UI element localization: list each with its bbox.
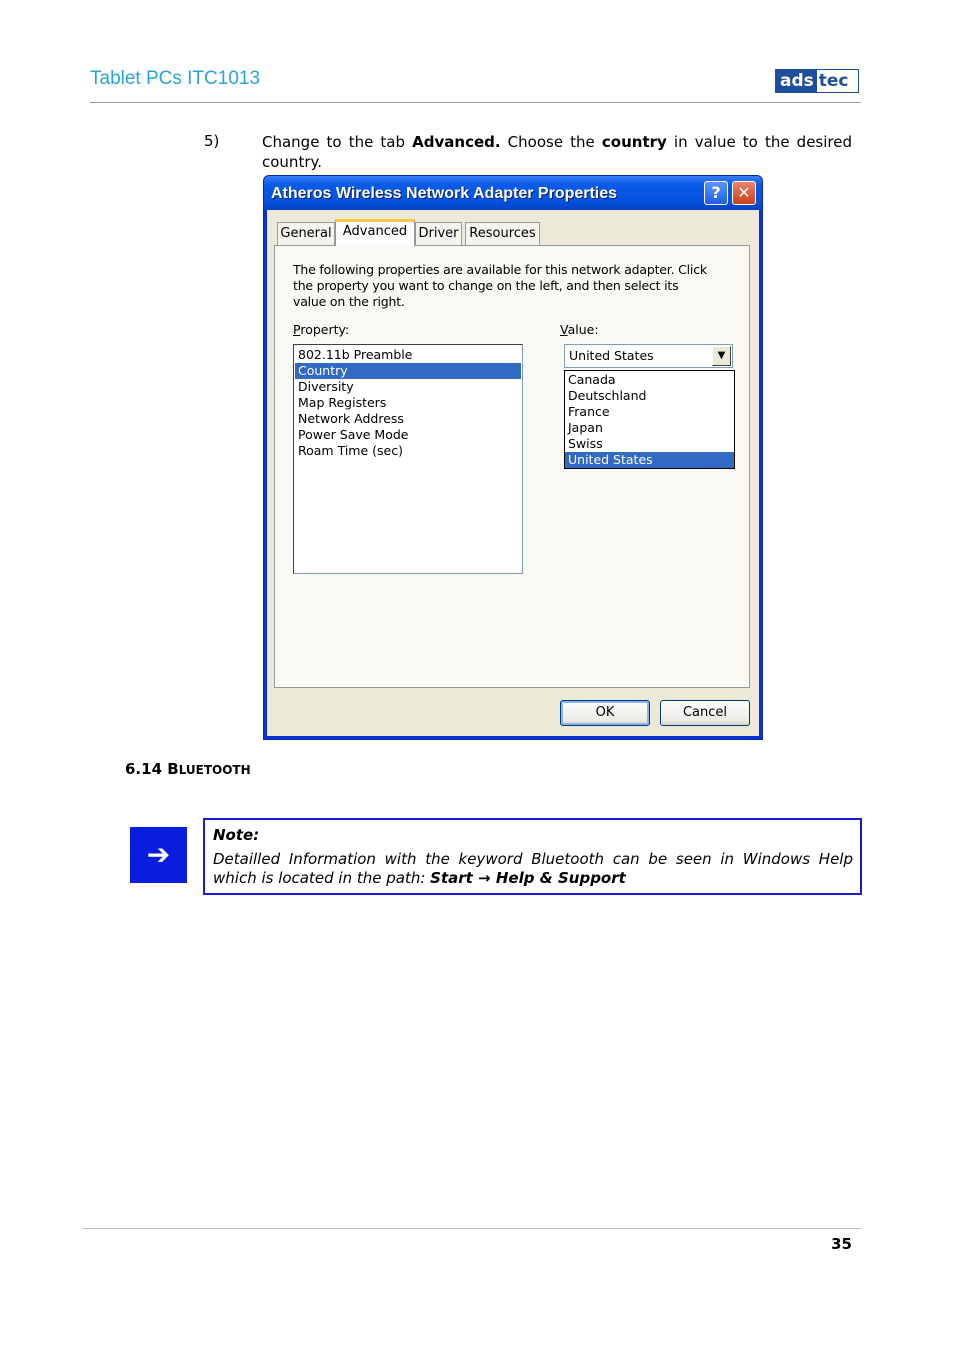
value-option[interactable]: Swiss [568, 436, 603, 451]
property-item[interactable]: Power Save Mode [298, 427, 409, 442]
tab-advanced[interactable]: Advanced [335, 219, 415, 246]
tab-general[interactable]: General [277, 222, 335, 245]
page-number: 35 [831, 1235, 852, 1253]
property-label: Property: [293, 322, 350, 337]
value-option-selected[interactable]: United States [565, 452, 734, 468]
dialog-title: Atheros Wireless Network Adapter Properties [271, 185, 618, 202]
panel-description: The following properties are available for this network adapter. Click the property you want to change on the left, and then select its value on the right. [293, 262, 707, 309]
close-button[interactable] [732, 181, 756, 205]
note-title: Note: [213, 826, 260, 844]
value-combobox[interactable] [564, 344, 733, 368]
note-text: Detailled Information with the keyword Bluetooth can be seen in Windows Help which is located in the path: Start → Help & Support [213, 850, 853, 887]
property-item[interactable]: Map Registers [298, 395, 387, 410]
close-icon: ✕ [737, 183, 751, 202]
property-item[interactable]: Roam Time (sec) [298, 443, 403, 458]
value-option[interactable]: Japan [568, 420, 603, 435]
logo-text-tec: tec [818, 71, 849, 91]
property-listbox[interactable] [293, 344, 523, 574]
arrow-right-icon: ➔ [130, 827, 187, 883]
step-number: 5) [204, 132, 220, 150]
value-option[interactable]: Canada [568, 372, 616, 387]
step-instruction: Change to the tab Advanced. Choose the country in value to the desired country. [262, 133, 852, 171]
tab-driver[interactable]: Driver [415, 222, 462, 245]
value-combobox-text: United States [569, 348, 654, 363]
section-heading: 6.14 BLUETOOTH [125, 760, 251, 778]
footer-divider [82, 1228, 861, 1229]
value-label: Value: [560, 322, 599, 337]
property-item-selected[interactable]: Country [295, 363, 521, 379]
header-divider [90, 102, 861, 103]
value-option[interactable]: Deutschland [568, 388, 647, 403]
property-item[interactable]: 802.11b Preamble [298, 347, 413, 362]
logo-text-ads: ads [776, 70, 817, 92]
ok-button[interactable]: OK [560, 700, 650, 726]
question-icon: ? [711, 183, 721, 202]
value-dropdown-list[interactable] [564, 370, 735, 469]
help-button[interactable] [704, 181, 728, 205]
property-item[interactable]: Network Address [298, 411, 404, 426]
property-item[interactable]: Diversity [298, 379, 354, 394]
header-title: Tablet PCs ITC1013 [90, 68, 261, 89]
cancel-button[interactable]: Cancel [660, 700, 750, 726]
chevron-down-icon[interactable]: ▼ [712, 346, 731, 366]
adstec-logo [775, 69, 859, 93]
tab-resources[interactable]: Resources [465, 222, 540, 245]
value-option[interactable]: France [568, 404, 610, 419]
